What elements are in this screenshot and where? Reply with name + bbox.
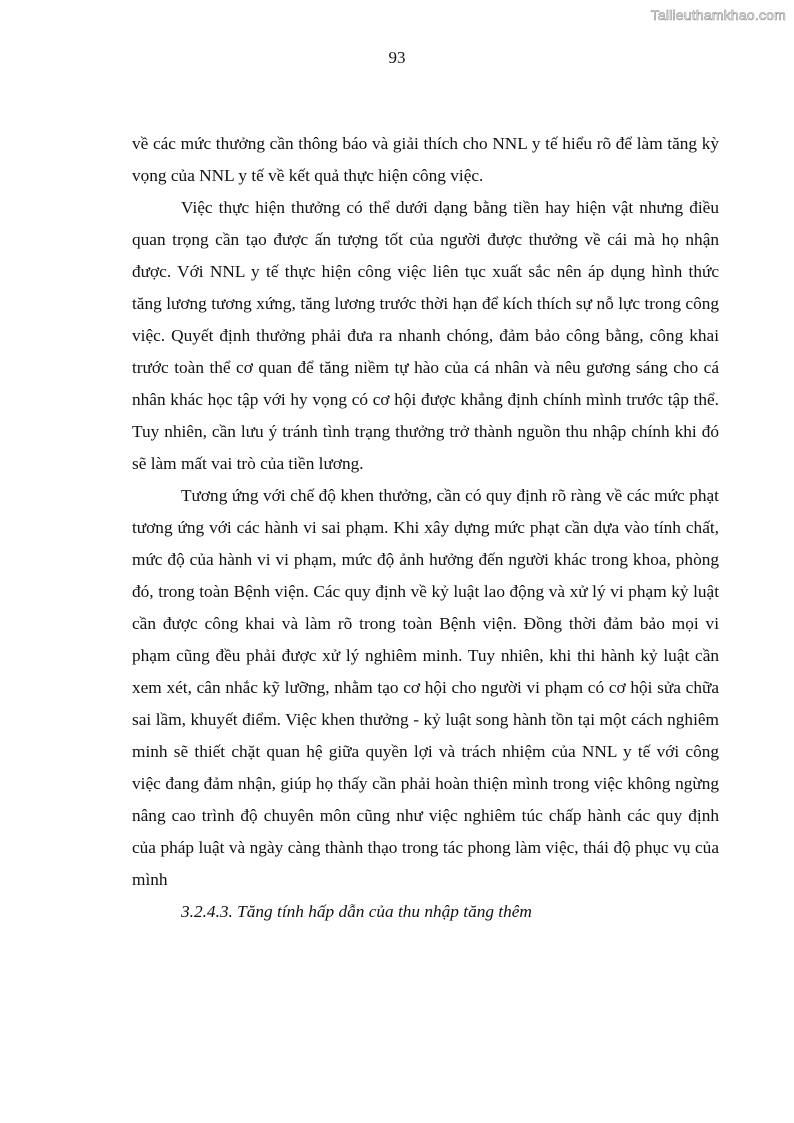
paragraph-reward-implementation: Việc thực hiện thưởng có thể dưới dạng bằng tiền hay hiện vật nhưng điều quan trọng cần tạo được ấn tượng tốt của người được thưởng về cái mà họ nhận được. Với NNL y tế thực hiện công việc liên tục xuất sắc nên áp dụng hình thức tăng lương tương xứng, tăng lương trước thời hạn để kích thích sự nỗ lực trong công việc. Quyết định thưởng phải đưa ra nhanh chóng, đảm bảo công bằng, công khai trước toàn thể cơ quan để tăng niềm tự hào của cá nhân và nêu gương sáng cho cá nhân khác học tập với hy vọng có cơ hội được khẳng định chính mình trước tập thể. Tuy nhiên, cần lưu ý tránh tình trạng thưởng trở thành nguồn thu nhập chính khi đó sẽ làm mất vai trò của tiền lương. — [132, 198, 719, 473]
page-number: 93 — [388, 48, 406, 67]
section-subheading: 3.2.4.3. Tăng tính hấp dẫn của thu nhập tăng thêm — [181, 902, 532, 921]
paragraph-discipline: Tương ứng với chế độ khen thưởng, cần có quy định rõ ràng về các mức phạt tương ứng với các hành vi sai phạm. Khi xây dựng mức phạt cần dựa vào tính chất, mức độ của hành vi vi phạm, mức độ ảnh hưởng đến người khác trong khoa, phòng đó, trong toàn Bệnh viện. Các quy định về kỷ luật lao động và xử lý vi phạm kỷ luật cần được công khai và làm rõ trong toàn Bệnh viện. Đồng thời đảm bảo mọi vi phạm cũng đều phải được xử lý nghiêm minh. Tuy nhiên, khi thi hành kỷ luật cần xem xét, cân nhắc kỹ lưỡng, nhằm tạo cơ hội cho người vi phạm có cơ hội sửa chữa sai lầm, khuyết điểm. Việc khen thưởng - kỷ luật song hành tồn tại một cách nghiêm minh sẽ thiết chặt quan hệ giữa quyền lợi và trách nhiệm của NNL y tế với công việc đang đảm nhận, giúp họ thấy cần phải hoàn thiện mình trong việc không ngừng nâng cao trình độ chuyên môn cũng như việc nghiêm túc chấp hành các quy định của pháp luật và ngày càng thành thạo trong tác phong làm việc, thái độ phục vụ của mình — [132, 486, 719, 889]
document-body — [132, 128, 719, 928]
paragraph-continuation: về các mức thưởng cần thông báo và giải thích cho NNL y tế hiểu rõ để làm tăng kỳ vọng của NNL y tế về kết quả thực hiện công việc. — [132, 134, 719, 185]
watermark-text: Tailieuthamkhao.com — [650, 7, 786, 23]
